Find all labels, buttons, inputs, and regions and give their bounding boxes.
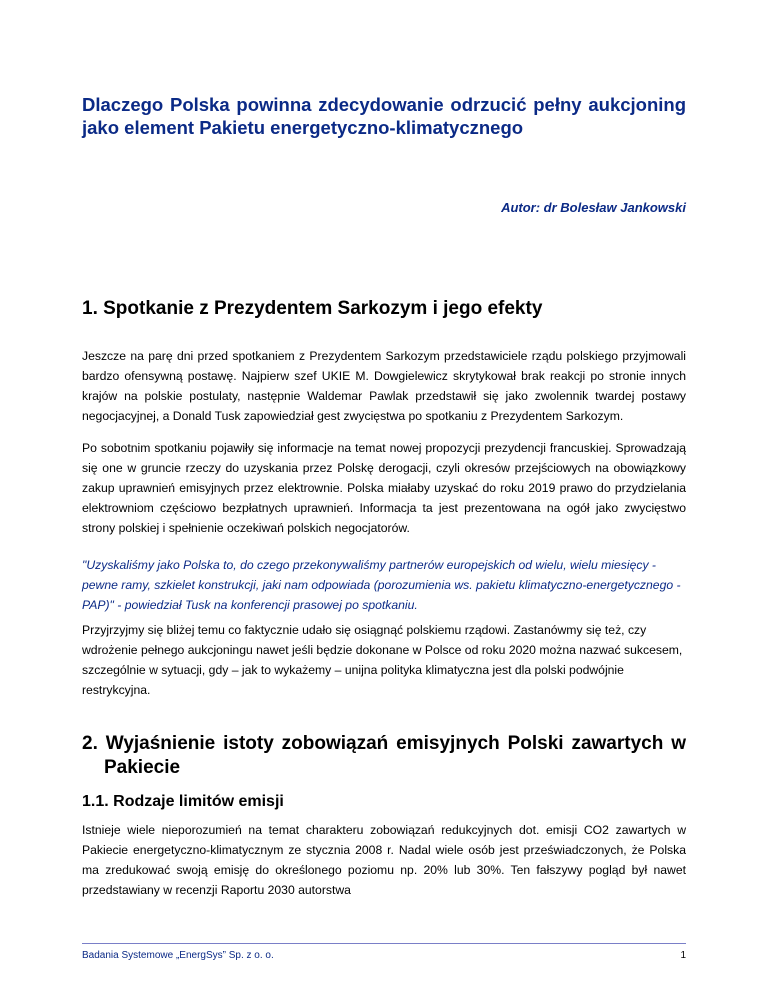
footer-company: Badania Systemowe „EnergSys” Sp. z o. o.	[82, 950, 274, 961]
section-1-heading: 1. Spotkanie z Prezydentem Sarkozym i jego efekty	[82, 298, 543, 319]
author-line: Autor: dr Bolesław Jankowski	[501, 200, 686, 215]
section-2-paragraph-1: Istnieje wiele nieporozumień na temat charakteru zobowiązań redukcyjnych dot. emisji CO2 zawartych w Pakiecie energetyczno-klimatycznym ze stycznia 2008 r. Nadal wiele osób jest przeświadczonych, że Polska ma zredukować swoją emisję do określonego poziomu np. 20% lub 30%. Ten fałszywy pogląd był nawet przedstawiany w recenzji Raportu 2030 autorstwa	[82, 823, 686, 897]
section-1-paragraph-1: Jeszcze na parę dni przed spotkaniem z Prezydentem Sarkozym przedstawiciele rządu polskiego przyjmowali bardzo ofensywną postawę. Najpierw szef UKIE M. Dowgielewicz skrytykował brak reakcji po stronie innych krajów na polskie postulaty, następnie Waldemar Pawlak przedstawił się jako zwolennik twardej postawy negocjacyjnej, a Donald Tusk zapowiedział gest zwycięstwa po spotkaniu z Prezydentem Sarkozym.	[82, 349, 686, 423]
subsection-1-1-heading: 1.1. Rodzaje limitów emisji	[82, 793, 284, 810]
section-1-paragraph-4: Przyjrzyjmy się bliżej temu co faktycznie udało się osiągnąć polskiemu rządowi. Zastanówmy się też, czy wdrożenie pełnego aukcjoningu nawet jeśli będzie dokonane w Polsce od roku 2020 można nazwać sukcesem, szczególnie w sytuacji, gdy – jak to wykażemy – unijna polityka klimatyczna jest dla polski podwójnie restrykcyjna.	[82, 623, 683, 697]
section-2-heading: 2. Wyjaśnienie istoty zobowiązań emisyjnych Polski zawartych w Pakiecie	[82, 733, 686, 778]
document-title: Dlaczego Polska powinna zdecydowanie odrzucić pełny aukcjoning jako element Pakietu energetyczno-klimatycznego	[82, 94, 686, 138]
section-1-paragraph-2: Po sobotnim spotkaniu pojawiły się informacje na temat nowej propozycji prezydencji francuskiej. Sprowadzają się one w gruncie rzeczy do uzyskania przez Polskę derogacji, czyli okresów przejściowych na obowiązkowy zakup uprawnień emisyjnych przez elektrownie. Polska miałaby uzyskać do roku 2019 prawo do przydzielania elektrowniom częściowo bezpłatnych uprawnień. Informacja ta jest prezentowana na ogół jako zwycięstwo strony polskiej i spełnienie oczekiwań polskich negocjatorów.	[82, 441, 686, 535]
tusk-quote: "Uzyskaliśmy jako Polska to, do czego przekonywaliśmy partnerów europejskich od wielu, wielu miesięcy - pewne ramy, szkielet konstrukcji, jaki nam odpowiada (porozumienia ws. pakietu klimatyczno-energetycznego - PAP)" - powiedział Tusk na konferencji prasowej po spotkaniu.	[82, 558, 681, 612]
footer-divider	[82, 943, 686, 944]
page-number: 1	[680, 950, 686, 961]
